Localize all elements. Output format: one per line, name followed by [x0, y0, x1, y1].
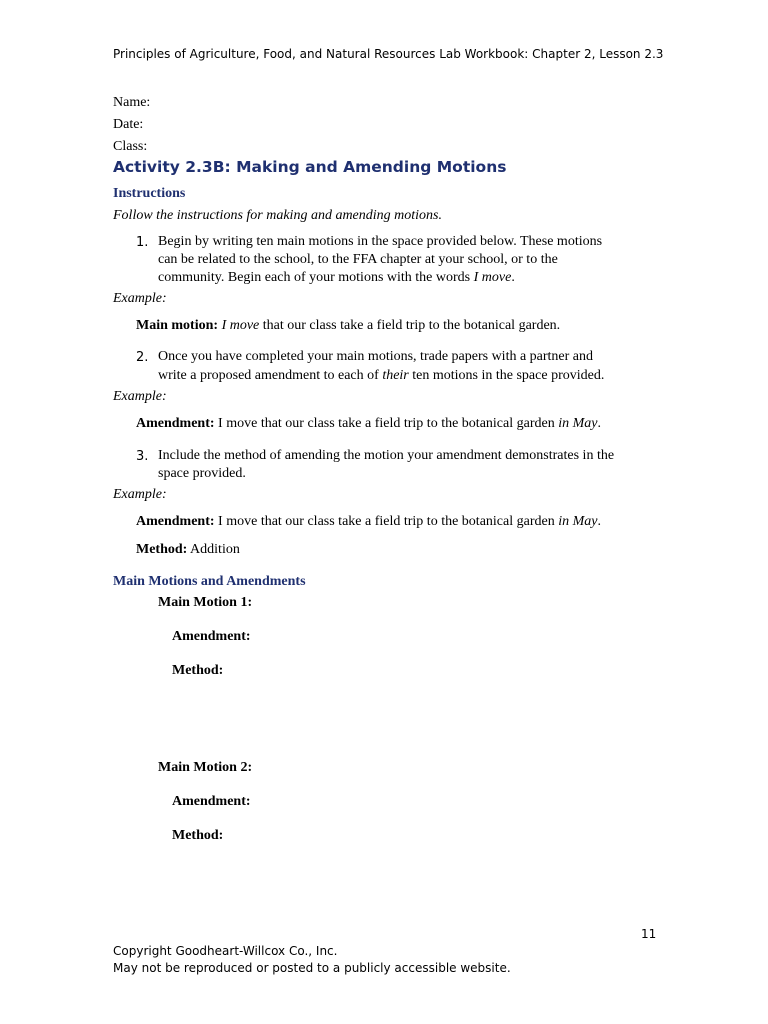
step-1-emphasis: I move — [473, 270, 512, 285]
example-3-amendment — [136, 514, 601, 530]
main-motion-1-label: Main Motion 1: — [158, 595, 253, 610]
example-2-text: I move that our class take a field trip to the botanical garden — [214, 416, 559, 431]
example-3-emphasis: in May — [558, 514, 598, 529]
example-label-1: Example: — [113, 291, 167, 306]
motions-heading: Main Motions and Amendments — [113, 574, 306, 589]
step-2-line-1: Once you have completed your main motions, trade papers with a partner and — [158, 349, 594, 364]
example-3-end: . — [597, 514, 601, 529]
step-1-end: . — [511, 270, 515, 285]
example-label-2: Example: — [113, 389, 167, 404]
name-label: Name: — [113, 95, 151, 110]
step-3-number: 3. — [136, 449, 149, 464]
instructions-heading: Instructions — [113, 186, 186, 201]
date-label: Date: — [113, 117, 144, 132]
step-2-end: ten motions in the space provided. — [408, 368, 605, 383]
example-3-method-value: Addition — [187, 542, 240, 557]
reproduction-notice: May not be reproduced or posted to a publicly accessible website. — [113, 961, 511, 975]
step-1-line-2: can be related to the school, to the FFA chapter at your school, or to the — [158, 252, 558, 267]
method-2-label: Method: — [172, 828, 224, 843]
example-3-method-label: Method: — [136, 542, 188, 557]
example-1-label: Main motion: — [136, 318, 219, 333]
example-2-emphasis: in May — [558, 416, 598, 431]
activity-title: Activity 2.3B: Making and Amending Motions — [113, 158, 507, 176]
example-3-label: Amendment: — [136, 514, 215, 529]
page-header: Principles of Agriculture, Food, and Natural Resources Lab Workbook: Chapter 2, Lesson 2.3 — [113, 47, 664, 61]
example-3-text: I move that our class take a field trip to the botanical garden — [214, 514, 559, 529]
amendment-1-label: Amendment: — [172, 629, 251, 644]
example-1-text: that our class take a field trip to the botanical garden. — [259, 318, 561, 333]
step-3-line-1: Include the method of amending the motion your amendment demonstrates in the — [158, 448, 615, 463]
example-label-3: Example: — [113, 487, 167, 502]
example-2-end: . — [597, 416, 601, 431]
class-label: Class: — [113, 139, 148, 154]
example-1-main-motion — [136, 318, 560, 334]
example-2-label: Amendment: — [136, 416, 215, 431]
copyright-text: Copyright Goodheart-Willcox Co., Inc. — [113, 944, 338, 958]
step-2-emphasis: their — [382, 368, 409, 383]
instructions-intro: Follow the instructions for making and amending motions. — [113, 208, 442, 223]
example-3-method — [136, 542, 240, 558]
amendment-2-label: Amendment: — [172, 794, 251, 809]
step-2-number: 2. — [136, 350, 149, 365]
step-1-line-3-text: community. Begin each of your motions with the words — [158, 270, 474, 285]
step-1-line-1: Begin by writing ten main motions in the space provided below. These motions — [158, 234, 603, 249]
step-2-line-2-text: write a proposed amendment to each of — [158, 368, 383, 383]
step-1-number: 1. — [136, 235, 149, 250]
main-motion-2-label: Main Motion 2: — [158, 760, 253, 775]
step-2-line-2 — [158, 368, 604, 384]
step-1-line-3 — [158, 270, 515, 286]
example-2-amendment — [136, 416, 601, 432]
step-3-line-2: space provided. — [158, 466, 246, 481]
page-number: 11 — [641, 927, 657, 941]
example-1-emphasis: I move — [221, 318, 260, 333]
method-1-label: Method: — [172, 663, 224, 678]
